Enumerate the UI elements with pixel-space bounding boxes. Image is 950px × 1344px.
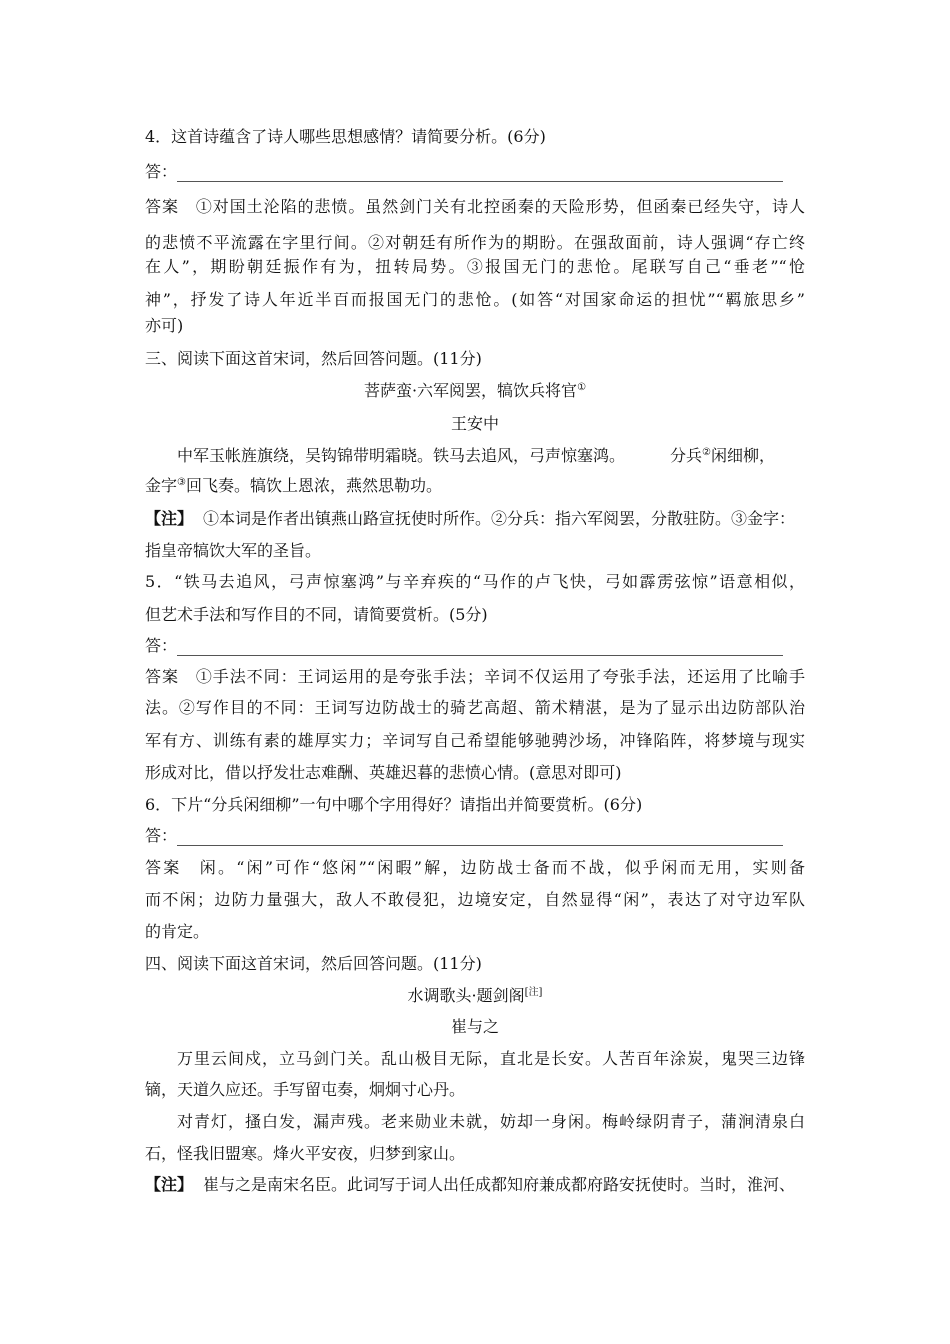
note-3-line-1 — [145, 509, 795, 529]
poem-title-text: 水调歌头·题剑阁 — [407, 986, 525, 1005]
poem-4-stanza-2-line-2: 石，怪我旧盟寒。烽火平安夜，归梦到家山。 — [145, 1144, 466, 1163]
answer-5-line-4: 形成对比，借以抒发壮志难酬、英雄迟暮的悲愤心情。(意思对即可) — [145, 763, 622, 782]
answer-prompt: 答： — [145, 162, 178, 181]
section-3-heading: 三、阅读下面这首宋词，然后回答问题。(11分) — [145, 349, 482, 368]
answer-prompt: 答： — [145, 636, 178, 655]
poem-text: 分兵 — [670, 446, 703, 465]
question-4: 4．这首诗蕴含了诗人哪些思想感情？请简要分析。(6分) — [145, 127, 546, 146]
note-label: 【注】 — [145, 509, 194, 528]
footnote-marker: ② — [702, 447, 711, 458]
poem-author-3: 王安中 — [450, 414, 499, 433]
answer-6-line-3: 的肯定。 — [145, 922, 210, 941]
note-text: 崔与之是南宋名臣。此词写于词人出任成都知府兼成都府路安抚使时。当时，淮河、 — [203, 1175, 796, 1194]
answer-blank-4 — [145, 162, 783, 182]
answer-prompt: 答： — [145, 826, 178, 845]
answer-4-line-4: 神”，抒发了诗人年近半百而报国无门的悲怆。(如答“对国家命运的担忧”“羁旅思乡” — [145, 290, 805, 309]
answer-5-line-3: 军有方、训练有素的雄厚实力；辛词写自己希望能够驰骋沙场，冲锋陷阵，将梦境与现实 — [145, 731, 805, 750]
poem-3-line-1 — [177, 446, 775, 466]
answer-line — [177, 641, 783, 656]
answer-6-line-1: 答案 闲。“闲”可作“悠闲”“闲暇”解，边防战士备而不战，似乎闲而无用，实则备 — [145, 858, 805, 877]
answer-5-line-2: 法。②写作目的不同：王词写边防战士的骑艺高超、箭术精湛，是为了显示出边防部队治 — [145, 698, 805, 717]
note-label: 【注】 — [145, 1175, 194, 1194]
poem-title-3 — [0, 381, 950, 401]
footnote-marker: [注] — [524, 987, 543, 998]
question-5-line-1: 5．“铁马去追风，弓声惊塞鸿”与辛弃疾的“马作的卢飞快，弓如霹雳弦惊”语意相似， — [145, 572, 805, 591]
note-4-line-1 — [145, 1175, 795, 1195]
answer-blank-6 — [145, 826, 783, 846]
poem-4-stanza-1-line-2: 镝，天道久应还。手写留屯奏，炯炯寸心丹。 — [145, 1080, 466, 1099]
note-text: ①本词是作者出镇燕山路宣抚使时所作。②分兵：指六军阅罢，分散驻防。③金字： — [203, 509, 796, 528]
answer-4-line-1: 答案 ①对国土沦陷的悲愤。虽然剑门关有北控函秦的天险形势，但函秦已经失守，诗人 — [145, 197, 805, 216]
answer-5-line-1: 答案 ①手法不同：王词运用的是夸张手法；辛词不仅运用了夸张手法，还运用了比喻手 — [145, 667, 805, 686]
answer-blank-5 — [145, 636, 783, 656]
answer-line — [177, 167, 783, 182]
poem-text: 回飞奏。犒饮上恩浓，燕然思勒功。 — [185, 476, 442, 495]
section-4-heading: 四、阅读下面这首宋词，然后回答问题。(11分) — [145, 954, 482, 973]
poem-title-text: 菩萨蛮·六军阅罢，犒饮兵将官 — [363, 381, 578, 400]
answer-4-line-2: 的悲愤不平流露在字里行间。②对朝廷有所作为的期盼。在强敌面前，诗人强调“存亡终 — [145, 233, 805, 252]
answer-6-line-2: 而不闲；边防力量强大，敌人不敢侵犯，边境安定，自然显得“闲”，表达了对守边军队 — [145, 890, 805, 909]
answer-4-line-3: 在人”，期盼朝廷振作有为，扭转局势。③报国无门的悲怆。尾联写自己“垂老”“怆 — [145, 257, 805, 276]
poem-author-4: 崔与之 — [450, 1017, 499, 1036]
footnote-marker: ③ — [177, 477, 186, 488]
poem-text: 闲细柳， — [711, 446, 776, 465]
footnote-marker: ① — [577, 382, 587, 393]
question-5-line-2: 但艺术手法和写作目的不同，请简要赏析。(5分) — [145, 605, 488, 624]
poem-3-line-2 — [145, 476, 442, 496]
answer-line — [177, 831, 783, 846]
poem-4-stanza-1-line-1: 万里云间戍，立马剑门关。乱山极目无际，直北是长安。人苦百年涂炭，鬼哭三边锋 — [177, 1049, 805, 1068]
poem-title-4 — [0, 986, 950, 1006]
answer-4-line-5: 亦可) — [145, 316, 184, 335]
poem-text: 中军玉帐旌旗绕，吴钩锦带明霜晓。铁马去追风，弓声惊塞鸿。 — [177, 446, 626, 465]
poem-4-stanza-2-line-1: 对青灯，搔白发，漏声残。老来勋业未就，妨却一身闲。梅岭绿阴青子，蒲涧清泉白 — [177, 1112, 805, 1131]
poem-text: 金字 — [145, 476, 178, 495]
note-3-line-2: 指皇帝犒饮大军的圣旨。 — [145, 541, 322, 560]
question-6: 6．下片“分兵闲细柳”一句中哪个字用得好？请指出并简要赏析。(6分) — [145, 795, 643, 814]
